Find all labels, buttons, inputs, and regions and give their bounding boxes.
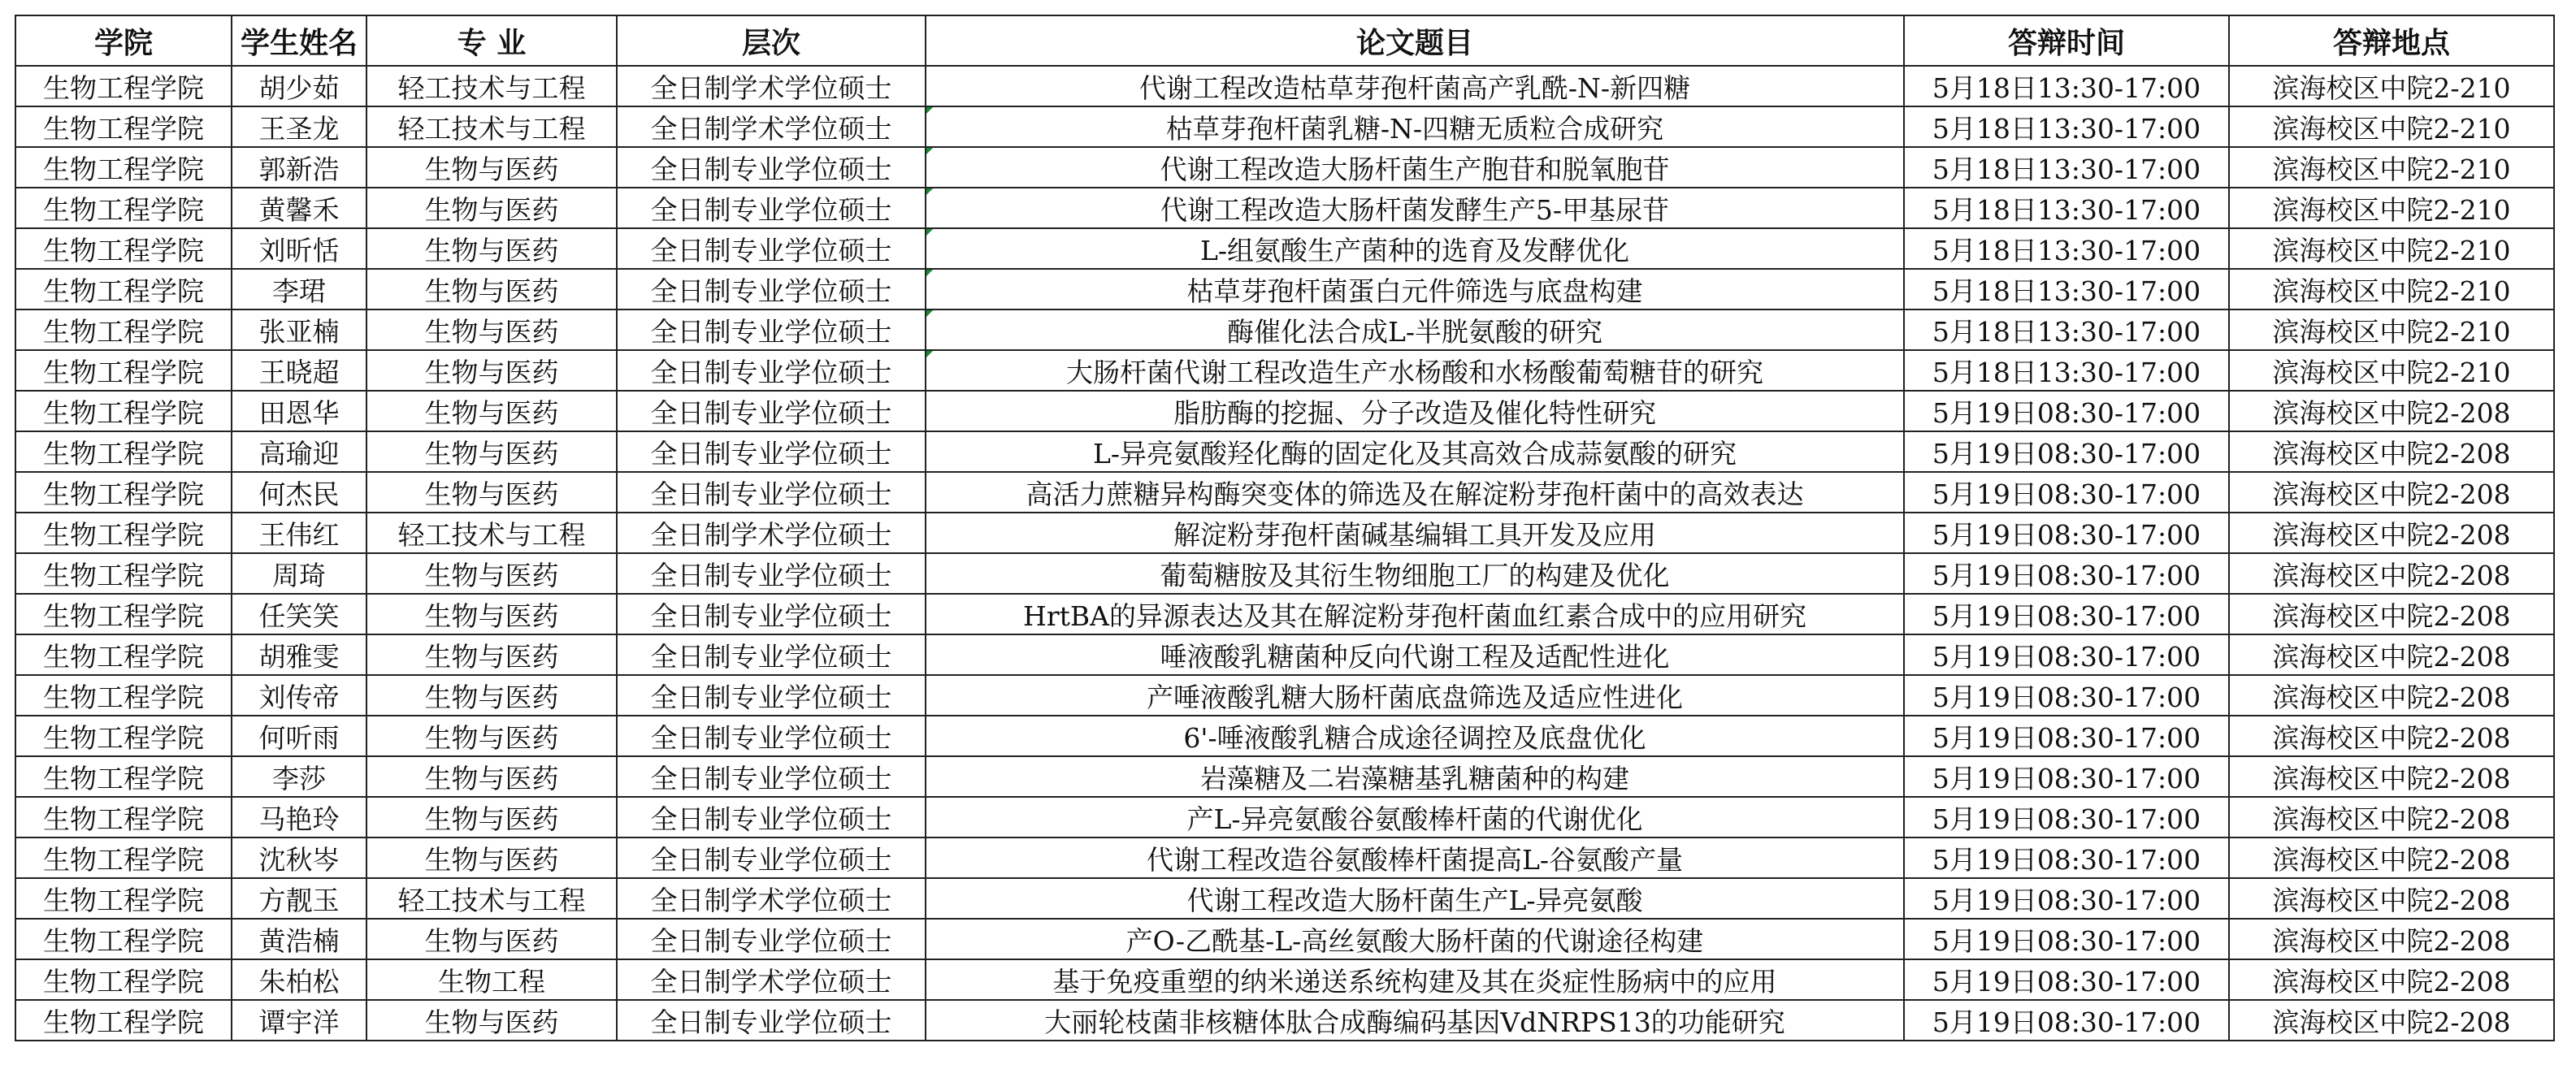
thesis-title-cell[interactable]: 枯草芽孢杆菌蛋白元件筛选与底盘构建 — [926, 269, 1904, 309]
college-cell[interactable]: 生物工程学院 — [15, 350, 232, 391]
table-row — [15, 188, 2554, 228]
table-row — [15, 594, 2554, 634]
defense-time-cell[interactable]: 5月19日08:30-17:00 — [1904, 1000, 2229, 1041]
major-cell[interactable]: 轻工技术与工程 — [366, 878, 617, 919]
defense-time-cell[interactable]: 5月18日13:30-17:00 — [1904, 147, 2229, 188]
major-cell[interactable]: 生物与医药 — [366, 391, 617, 431]
college-cell[interactable]: 生物工程学院 — [15, 106, 232, 147]
college-cell[interactable]: 生物工程学院 — [15, 675, 232, 716]
table-row — [15, 797, 2554, 837]
major-cell[interactable]: 生物与医药 — [366, 269, 617, 309]
thesis-title-cell[interactable]: 代谢工程改造谷氨酸棒杆菌提高L-谷氨酸产量 — [926, 837, 1904, 878]
table-body — [15, 66, 2554, 1041]
thesis-title-cell[interactable]: 解淀粉芽孢杆菌碱基编辑工具开发及应用 — [926, 513, 1904, 553]
defense-time-cell[interactable]: 5月18日13:30-17:00 — [1904, 269, 2229, 309]
student-name-cell[interactable]: 胡雅雯 — [232, 634, 366, 675]
college-cell[interactable]: 生物工程学院 — [15, 716, 232, 756]
level-cell[interactable]: 全日制专业学位硕士 — [617, 675, 926, 716]
defense-location-cell[interactable]: 滨海校区中院2-208 — [2229, 1000, 2554, 1041]
defense-time-cell[interactable]: 5月19日08:30-17:00 — [1904, 756, 2229, 797]
thesis-title-cell[interactable]: 基于免疫重塑的纳米递送系统构建及其在炎症性肠病中的应用 — [926, 959, 1904, 1000]
level-cell[interactable]: 全日制专业学位硕士 — [617, 391, 926, 431]
defense-location-cell[interactable]: 滨海校区中院2-208 — [2229, 594, 2554, 634]
major-cell[interactable]: 生物与医药 — [366, 1000, 617, 1041]
table-row — [15, 431, 2554, 472]
level-cell[interactable]: 全日制专业学位硕士 — [617, 269, 926, 309]
student-name-cell[interactable]: 刘传帝 — [232, 675, 366, 716]
level-cell[interactable]: 全日制专业学位硕士 — [617, 797, 926, 837]
major-cell[interactable]: 生物与医药 — [366, 188, 617, 228]
student-name-cell[interactable]: 王伟红 — [232, 513, 366, 553]
level-cell[interactable]: 全日制学术学位硕士 — [617, 106, 926, 147]
student-name-cell[interactable]: 黄浩楠 — [232, 919, 366, 959]
header-college[interactable]: 学院 — [15, 15, 232, 66]
student-name-cell[interactable]: 王晓超 — [232, 350, 366, 391]
defense-time-cell[interactable]: 5月19日08:30-17:00 — [1904, 716, 2229, 756]
thesis-title-cell[interactable]: 产L-异亮氨酸谷氨酸棒杆菌的代谢优化 — [926, 797, 1904, 837]
student-name-cell[interactable]: 周琦 — [232, 553, 366, 594]
college-cell[interactable]: 生物工程学院 — [15, 837, 232, 878]
student-name-cell[interactable]: 田恩华 — [232, 391, 366, 431]
student-name-cell[interactable]: 方靓玉 — [232, 878, 366, 919]
defense-location-cell[interactable]: 滨海校区中院2-208 — [2229, 472, 2554, 513]
level-cell[interactable]: 全日制专业学位硕士 — [617, 1000, 926, 1041]
college-cell[interactable]: 生物工程学院 — [15, 756, 232, 797]
student-name-cell[interactable]: 李莎 — [232, 756, 366, 797]
header-defense-time[interactable]: 答辩时间 — [1904, 15, 2229, 66]
defense-time-cell[interactable]: 5月18日13:30-17:00 — [1904, 350, 2229, 391]
defense-location-cell[interactable]: 滨海校区中院2-210 — [2229, 147, 2554, 188]
thesis-title-cell[interactable]: 大肠杆菌代谢工程改造生产水杨酸和水杨酸葡萄糖苷的研究 — [926, 350, 1904, 391]
defense-time-cell[interactable]: 5月18日13:30-17:00 — [1904, 106, 2229, 147]
defense-time-cell[interactable]: 5月19日08:30-17:00 — [1904, 919, 2229, 959]
defense-location-cell[interactable]: 滨海校区中院2-208 — [2229, 878, 2554, 919]
thesis-title-cell[interactable]: 脂肪酶的挖掘、分子改造及催化特性研究 — [926, 391, 1904, 431]
college-cell[interactable]: 生物工程学院 — [15, 797, 232, 837]
level-cell[interactable]: 全日制专业学位硕士 — [617, 350, 926, 391]
college-cell[interactable]: 生物工程学院 — [15, 431, 232, 472]
header-major[interactable]: 专 业 — [366, 15, 617, 66]
major-cell[interactable]: 生物与医药 — [366, 147, 617, 188]
defense-location-cell[interactable]: 滨海校区中院2-208 — [2229, 797, 2554, 837]
college-cell[interactable]: 生物工程学院 — [15, 634, 232, 675]
student-name-cell[interactable]: 任笑笑 — [232, 594, 366, 634]
table-row — [15, 716, 2554, 756]
student-name-cell[interactable]: 沈秋岑 — [232, 837, 366, 878]
defense-location-cell[interactable]: 滨海校区中院2-208 — [2229, 837, 2554, 878]
level-cell[interactable]: 全日制学术学位硕士 — [617, 878, 926, 919]
defense-location-cell[interactable]: 滨海校区中院2-208 — [2229, 716, 2554, 756]
level-cell[interactable]: 全日制学术学位硕士 — [617, 66, 926, 106]
thesis-title-cell[interactable]: 代谢工程改造大肠杆菌发酵生产5-甲基尿苷 — [926, 188, 1904, 228]
student-name-cell[interactable]: 马艳玲 — [232, 797, 366, 837]
college-cell[interactable]: 生物工程学院 — [15, 919, 232, 959]
major-cell[interactable]: 轻工技术与工程 — [366, 66, 617, 106]
college-cell[interactable]: 生物工程学院 — [15, 147, 232, 188]
student-name-cell[interactable]: 高瑜迎 — [232, 431, 366, 472]
major-cell[interactable]: 生物与医药 — [366, 919, 617, 959]
table-row — [15, 147, 2554, 188]
student-name-cell[interactable]: 王圣龙 — [232, 106, 366, 147]
college-cell[interactable]: 生物工程学院 — [15, 594, 232, 634]
defense-time-cell[interactable]: 5月19日08:30-17:00 — [1904, 959, 2229, 1000]
defense-location-cell[interactable]: 滨海校区中院2-208 — [2229, 634, 2554, 675]
student-name-cell[interactable]: 谭宇洋 — [232, 1000, 366, 1041]
level-cell[interactable]: 全日制专业学位硕士 — [617, 188, 926, 228]
thesis-title-cell[interactable]: 代谢工程改造大肠杆菌生产L-异亮氨酸 — [926, 878, 1904, 919]
major-cell[interactable]: 生物与医药 — [366, 309, 617, 350]
student-name-cell[interactable]: 郭新浩 — [232, 147, 366, 188]
thesis-title-cell[interactable]: 岩藻糖及二岩藻糖基乳糖菌种的构建 — [926, 756, 1904, 797]
level-cell[interactable]: 全日制专业学位硕士 — [617, 309, 926, 350]
college-cell[interactable]: 生物工程学院 — [15, 472, 232, 513]
college-cell[interactable]: 生物工程学院 — [15, 513, 232, 553]
table-row — [15, 919, 2554, 959]
defense-time-cell[interactable]: 5月19日08:30-17:00 — [1904, 837, 2229, 878]
defense-location-cell[interactable]: 滨海校区中院2-210 — [2229, 350, 2554, 391]
thesis-title-cell[interactable]: 高活力蔗糖异构酶突变体的筛选及在解淀粉芽孢杆菌中的高效表达 — [926, 472, 1904, 513]
student-name-cell[interactable]: 何杰民 — [232, 472, 366, 513]
thesis-title-cell[interactable]: HrtBA的异源表达及其在解淀粉芽孢杆菌血红素合成中的应用研究 — [926, 594, 1904, 634]
thesis-title-cell[interactable]: L-组氨酸生产菌种的选育及发酵优化 — [926, 228, 1904, 269]
header-student-name[interactable]: 学生姓名 — [232, 15, 366, 66]
defense-location-cell[interactable]: 滨海校区中院2-210 — [2229, 309, 2554, 350]
thesis-title-cell[interactable]: 枯草芽孢杆菌乳糖-N-四糖无质粒合成研究 — [926, 106, 1904, 147]
level-cell[interactable]: 全日制专业学位硕士 — [617, 634, 926, 675]
thesis-title-cell[interactable]: 产O-乙酰基-L-高丝氨酸大肠杆菌的代谢途径构建 — [926, 919, 1904, 959]
level-cell[interactable]: 全日制专业学位硕士 — [617, 228, 926, 269]
major-cell[interactable]: 轻工技术与工程 — [366, 513, 617, 553]
defense-time-cell[interactable]: 5月19日08:30-17:00 — [1904, 431, 2229, 472]
major-cell[interactable]: 生物工程 — [366, 959, 617, 1000]
table-row — [15, 513, 2554, 553]
student-name-cell[interactable]: 朱柏松 — [232, 959, 366, 1000]
thesis-title-cell[interactable]: 酶催化法合成L-半胱氨酸的研究 — [926, 309, 1904, 350]
table-row — [15, 634, 2554, 675]
defense-time-cell[interactable]: 5月18日13:30-17:00 — [1904, 309, 2229, 350]
table-row — [15, 228, 2554, 269]
defense-location-cell[interactable]: 滨海校区中院2-210 — [2229, 269, 2554, 309]
level-cell[interactable]: 全日制专业学位硕士 — [617, 919, 926, 959]
defense-time-cell[interactable]: 5月18日13:30-17:00 — [1904, 228, 2229, 269]
student-name-cell[interactable]: 黄馨禾 — [232, 188, 366, 228]
defense-time-cell[interactable]: 5月19日08:30-17:00 — [1904, 391, 2229, 431]
defense-location-cell[interactable]: 滨海校区中院2-208 — [2229, 553, 2554, 594]
major-cell[interactable]: 生物与医药 — [366, 675, 617, 716]
college-cell[interactable]: 生物工程学院 — [15, 391, 232, 431]
table-row — [15, 309, 2554, 350]
thesis-title-cell[interactable]: 6'-唾液酸乳糖合成途径调控及底盘优化 — [926, 716, 1904, 756]
defense-time-cell[interactable]: 5月18日13:30-17:00 — [1904, 188, 2229, 228]
college-cell[interactable]: 生物工程学院 — [15, 309, 232, 350]
defense-location-cell[interactable]: 滨海校区中院2-210 — [2229, 106, 2554, 147]
table-row — [15, 391, 2554, 431]
table-row — [15, 106, 2554, 147]
spreadsheet — [15, 15, 2553, 1041]
defense-time-cell[interactable]: 5月19日08:30-17:00 — [1904, 513, 2229, 553]
header-level[interactable]: 层次 — [617, 15, 926, 66]
major-cell[interactable]: 生物与医药 — [366, 431, 617, 472]
level-cell[interactable]: 全日制专业学位硕士 — [617, 594, 926, 634]
table-row — [15, 350, 2554, 391]
table-row — [15, 1000, 2554, 1041]
college-cell[interactable]: 生物工程学院 — [15, 1000, 232, 1041]
table-row — [15, 959, 2554, 1000]
college-cell[interactable]: 生物工程学院 — [15, 269, 232, 309]
major-cell[interactable]: 生物与医药 — [366, 594, 617, 634]
major-cell[interactable]: 生物与医药 — [366, 553, 617, 594]
defense-location-cell[interactable]: 滨海校区中院2-210 — [2229, 188, 2554, 228]
header-row — [15, 15, 2554, 66]
college-cell[interactable]: 生物工程学院 — [15, 66, 232, 106]
level-cell[interactable]: 全日制专业学位硕士 — [617, 553, 926, 594]
student-name-cell[interactable]: 胡少茹 — [232, 66, 366, 106]
defense-time-cell[interactable]: 5月19日08:30-17:00 — [1904, 675, 2229, 716]
defense-location-cell[interactable]: 滨海校区中院2-208 — [2229, 756, 2554, 797]
table-row — [15, 269, 2554, 309]
thesis-title-cell[interactable]: 代谢工程改造大肠杆菌生产胞苷和脱氧胞苷 — [926, 147, 1904, 188]
defense-location-cell[interactable]: 滨海校区中院2-210 — [2229, 66, 2554, 106]
major-cell[interactable]: 生物与医药 — [366, 350, 617, 391]
defense-location-cell[interactable]: 滨海校区中院2-208 — [2229, 919, 2554, 959]
major-cell[interactable]: 生物与医药 — [366, 837, 617, 878]
college-cell[interactable]: 生物工程学院 — [15, 228, 232, 269]
college-cell[interactable]: 生物工程学院 — [15, 553, 232, 594]
student-name-cell[interactable]: 李珺 — [232, 269, 366, 309]
student-name-cell[interactable]: 何听雨 — [232, 716, 366, 756]
table-row — [15, 66, 2554, 106]
level-cell[interactable]: 全日制学术学位硕士 — [617, 959, 926, 1000]
table-row — [15, 837, 2554, 878]
thesis-title-cell[interactable]: L-异亮氨酸羟化酶的固定化及其高效合成蒜氨酸的研究 — [926, 431, 1904, 472]
level-cell[interactable]: 全日制专业学位硕士 — [617, 837, 926, 878]
defense-time-cell[interactable]: 5月19日08:30-17:00 — [1904, 472, 2229, 513]
defense-location-cell[interactable]: 滨海校区中院2-208 — [2229, 675, 2554, 716]
level-cell[interactable]: 全日制专业学位硕士 — [617, 147, 926, 188]
defense-location-cell[interactable]: 滨海校区中院2-208 — [2229, 391, 2554, 431]
defense-time-cell[interactable]: 5月19日08:30-17:00 — [1904, 878, 2229, 919]
major-cell[interactable]: 生物与医药 — [366, 228, 617, 269]
college-cell[interactable]: 生物工程学院 — [15, 959, 232, 1000]
defense-location-cell[interactable]: 滨海校区中院2-208 — [2229, 513, 2554, 553]
college-cell[interactable]: 生物工程学院 — [15, 188, 232, 228]
major-cell[interactable]: 生物与医药 — [366, 797, 617, 837]
header-defense-location[interactable]: 答辩地点 — [2229, 15, 2554, 66]
thesis-title-cell[interactable]: 代谢工程改造枯草芽孢杆菌高产乳酰-N-新四糖 — [926, 66, 1904, 106]
thesis-title-cell[interactable]: 唾液酸乳糖菌种反向代谢工程及适配性进化 — [926, 634, 1904, 675]
level-cell[interactable]: 全日制专业学位硕士 — [617, 431, 926, 472]
major-cell[interactable]: 生物与医药 — [366, 756, 617, 797]
defense-location-cell[interactable]: 滨海校区中院2-210 — [2229, 228, 2554, 269]
major-cell[interactable]: 生物与医药 — [366, 472, 617, 513]
defense-time-cell[interactable]: 5月19日08:30-17:00 — [1904, 594, 2229, 634]
defense-schedule-table — [15, 15, 2555, 1041]
student-name-cell[interactable]: 张亚楠 — [232, 309, 366, 350]
major-cell[interactable]: 生物与医药 — [366, 716, 617, 756]
table-row — [15, 756, 2554, 797]
student-name-cell[interactable]: 刘昕恬 — [232, 228, 366, 269]
defense-time-cell[interactable]: 5月19日08:30-17:00 — [1904, 634, 2229, 675]
major-cell[interactable]: 轻工技术与工程 — [366, 106, 617, 147]
level-cell[interactable]: 全日制专业学位硕士 — [617, 472, 926, 513]
header-thesis-title[interactable]: 论文题目 — [926, 15, 1904, 66]
defense-time-cell[interactable]: 5月18日13:30-17:00 — [1904, 66, 2229, 106]
table-row — [15, 553, 2554, 594]
thesis-title-cell[interactable]: 葡萄糖胺及其衍生物细胞工厂的构建及优化 — [926, 553, 1904, 594]
table-row — [15, 472, 2554, 513]
table-row — [15, 878, 2554, 919]
college-cell[interactable]: 生物工程学院 — [15, 878, 232, 919]
thesis-title-cell[interactable]: 大丽轮枝菌非核糖体肽合成酶编码基因VdNRPS13的功能研究 — [926, 1000, 1904, 1041]
major-cell[interactable]: 生物与医药 — [366, 634, 617, 675]
level-cell[interactable]: 全日制专业学位硕士 — [617, 716, 926, 756]
defense-location-cell[interactable]: 滨海校区中院2-208 — [2229, 959, 2554, 1000]
defense-location-cell[interactable]: 滨海校区中院2-208 — [2229, 431, 2554, 472]
level-cell[interactable]: 全日制学术学位硕士 — [617, 513, 926, 553]
defense-time-cell[interactable]: 5月19日08:30-17:00 — [1904, 797, 2229, 837]
table-row — [15, 675, 2554, 716]
thesis-title-cell[interactable]: 产唾液酸乳糖大肠杆菌底盘筛选及适应性进化 — [926, 675, 1904, 716]
defense-time-cell[interactable]: 5月19日08:30-17:00 — [1904, 553, 2229, 594]
level-cell[interactable]: 全日制专业学位硕士 — [617, 756, 926, 797]
